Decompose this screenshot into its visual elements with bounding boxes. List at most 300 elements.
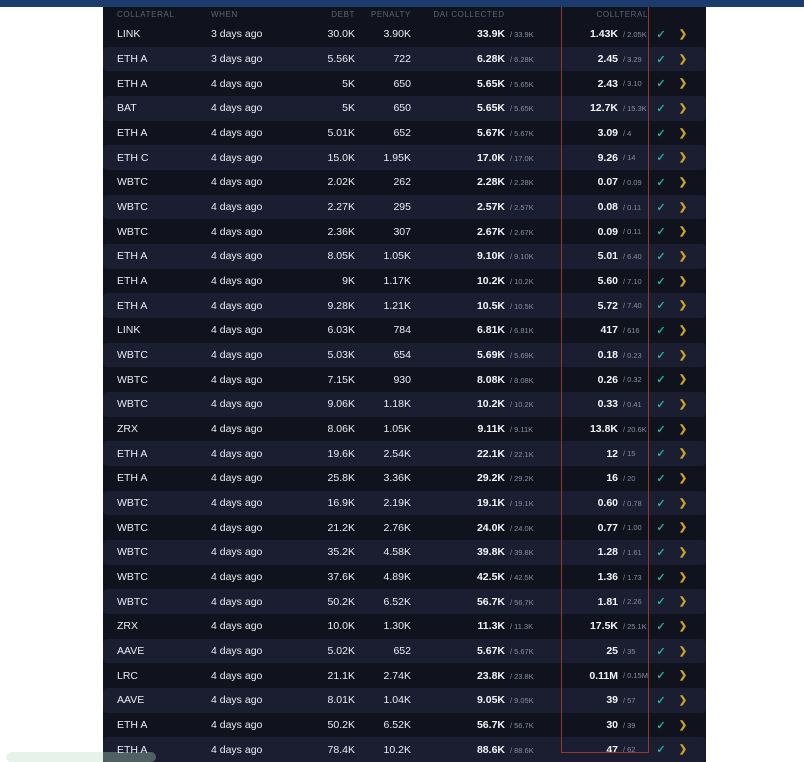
collateral-sold-cell xyxy=(553,595,706,608)
dai-collected-value: 56.7K xyxy=(476,595,505,608)
separator: / xyxy=(623,103,626,113)
debt-cell: 50.2K xyxy=(327,595,355,608)
collateral-sold-cell xyxy=(553,521,706,534)
header-collteral: COLLTERAL xyxy=(596,10,648,19)
dai-collected-total: / 88.6K xyxy=(510,745,534,755)
separator: / xyxy=(510,597,513,607)
chevron-right-icon[interactable]: ❯ xyxy=(678,448,688,460)
debt-cell: 30.0K xyxy=(327,28,355,41)
debt-cell: 16.9K xyxy=(327,497,355,510)
table-row[interactable] xyxy=(103,96,706,121)
chevron-right-icon[interactable]: ❯ xyxy=(678,522,688,534)
separator: / xyxy=(510,178,513,188)
separator: / xyxy=(623,251,626,261)
table-row[interactable] xyxy=(103,491,706,516)
collateral-total: / 0.11 xyxy=(623,227,642,237)
table-row[interactable] xyxy=(103,663,706,688)
collateral-total: / 1.73 xyxy=(623,572,642,582)
separator: / xyxy=(510,203,513,213)
debt-cell: 5.01K xyxy=(327,127,355,140)
separator: / xyxy=(510,129,513,139)
dai-collected-total: / 5.67K xyxy=(510,129,534,139)
debt-cell: 15.0K xyxy=(327,151,355,164)
collateral-sold-value: 0.09 xyxy=(597,225,618,238)
collateral-total: / 25.1K xyxy=(623,621,647,631)
collateral-total: / 2.05K xyxy=(623,29,647,39)
when-cell: 4 days ago xyxy=(211,521,263,534)
dai-collected-value: 10.2K xyxy=(476,275,505,288)
penalty-cell: 262 xyxy=(393,176,411,189)
dai-collected-cell xyxy=(411,28,553,40)
collateral-sold-value: 2.43 xyxy=(597,77,618,90)
table-row[interactable] xyxy=(103,515,706,540)
top-border-band xyxy=(0,0,804,7)
separator: / xyxy=(623,597,626,607)
chevron-right-icon[interactable]: ❯ xyxy=(678,127,688,139)
chevron-right-icon[interactable]: ❯ xyxy=(678,423,688,435)
chevron-right-icon[interactable]: ❯ xyxy=(678,78,688,90)
chevron-right-icon[interactable]: ❯ xyxy=(678,176,688,188)
table-row[interactable] xyxy=(103,318,706,343)
when-cell: 4 days ago xyxy=(211,77,263,90)
collateral-total: / 0.23 xyxy=(623,350,642,360)
collateral-type-cell: ETH A xyxy=(117,250,148,263)
dai-collected-value: 10.2K xyxy=(476,398,505,411)
collateral-sold-cell xyxy=(553,497,706,510)
penalty-cell: 2.74K xyxy=(383,669,411,682)
check-icon: ✓ xyxy=(656,78,666,91)
dai-collected-value: 23.8K xyxy=(476,669,505,682)
chevron-right-icon[interactable]: ❯ xyxy=(678,201,688,213)
when-cell: 4 days ago xyxy=(211,546,263,559)
header-dai-collected: DAI COLLECTED xyxy=(433,10,505,19)
dai-collected-value: 5.69K xyxy=(476,349,505,362)
collateral-type-cell: ETH A xyxy=(117,447,148,460)
collateral-sold-value: 1.43K xyxy=(589,28,618,41)
check-icon: ✓ xyxy=(656,645,666,658)
when-cell: 4 days ago xyxy=(211,349,263,362)
debt-cell: 2.36K xyxy=(327,225,355,238)
check-icon: ✓ xyxy=(656,275,666,288)
check-icon: ✓ xyxy=(656,423,666,436)
debt-cell: 9.28K xyxy=(327,299,355,312)
separator: / xyxy=(623,202,626,212)
dai-collected-total: / 42.5K xyxy=(510,573,534,583)
chevron-right-icon[interactable]: ❯ xyxy=(678,596,688,608)
when-cell: 4 days ago xyxy=(211,620,263,633)
separator: / xyxy=(510,252,513,262)
header-debt: DEBT xyxy=(331,10,355,19)
table-row[interactable] xyxy=(103,47,706,72)
collateral-sold-value: 25 xyxy=(606,645,618,658)
dai-collected-value: 24.0K xyxy=(476,521,505,534)
separator: / xyxy=(510,375,513,385)
table-row[interactable] xyxy=(103,145,706,170)
dai-collected-value: 5.67K xyxy=(476,645,505,658)
check-icon: ✓ xyxy=(656,694,666,707)
penalty-cell: 2.19K xyxy=(383,497,411,510)
chevron-right-icon[interactable]: ❯ xyxy=(678,226,688,238)
header-penalty: PENALTY xyxy=(370,10,411,19)
collateral-type-cell: LINK xyxy=(117,324,141,337)
collateral-sold-value: 9.26 xyxy=(597,151,618,164)
chevron-right-icon[interactable]: ❯ xyxy=(678,670,688,682)
separator: / xyxy=(510,30,513,40)
collateral-type-cell: LINK xyxy=(117,28,141,41)
check-icon: ✓ xyxy=(656,250,666,263)
debt-cell: 50.2K xyxy=(327,719,355,732)
when-cell: 4 days ago xyxy=(211,151,263,164)
dai-collected-value: 5.65K xyxy=(476,102,505,115)
collateral-sold-cell xyxy=(553,719,706,732)
collateral-total: / 39 xyxy=(623,720,636,730)
debt-cell: 78.4K xyxy=(327,743,355,756)
check-icon: ✓ xyxy=(656,522,666,535)
dai-collected-cell xyxy=(411,300,553,312)
dai-collected-cell xyxy=(411,596,553,608)
dai-collected-value: 29.2K xyxy=(476,472,505,485)
chevron-right-icon[interactable]: ❯ xyxy=(678,275,688,287)
check-icon: ✓ xyxy=(656,744,666,757)
dai-collected-total: / 2.57K xyxy=(510,203,534,213)
dai-collected-cell xyxy=(411,719,553,731)
separator: / xyxy=(510,326,513,336)
collateral-total: / 62 xyxy=(623,745,636,755)
separator: / xyxy=(510,55,513,64)
separator: / xyxy=(623,79,626,89)
collateral-sold-value: 12 xyxy=(606,447,618,460)
chevron-right-icon[interactable]: ❯ xyxy=(678,744,688,756)
check-icon: ✓ xyxy=(656,374,666,387)
penalty-cell: 1.05K xyxy=(383,423,411,436)
collateral-sold-cell xyxy=(553,127,706,140)
collateral-sold-value: 0.08 xyxy=(597,201,618,214)
separator: / xyxy=(623,128,626,138)
penalty-cell: 3.90K xyxy=(383,28,411,41)
table-row[interactable] xyxy=(103,269,706,294)
table-row[interactable] xyxy=(103,22,706,47)
dai-collected-total: / 5.69K xyxy=(510,351,534,361)
collateral-total: / 4 xyxy=(623,128,632,138)
dai-collected-value: 17.0K xyxy=(476,151,505,164)
separator: / xyxy=(510,227,513,237)
chevron-right-icon[interactable]: ❯ xyxy=(678,398,688,410)
dai-collected-cell xyxy=(411,620,553,632)
collateral-type-cell: WBTC xyxy=(117,225,148,238)
chevron-right-icon[interactable]: ❯ xyxy=(678,349,688,361)
separator: / xyxy=(623,276,626,286)
collateral-total: / 0.78 xyxy=(623,498,642,508)
dai-collected-cell xyxy=(411,423,553,435)
table-row[interactable] xyxy=(103,614,706,639)
penalty-cell: 650 xyxy=(393,102,411,115)
collateral-total: / 0.15M xyxy=(623,671,648,681)
collateral-sold-value: 0.60 xyxy=(597,497,618,510)
collateral-sold-value: 16 xyxy=(606,472,618,485)
dai-collected-total: / 5.67K xyxy=(510,647,534,657)
debt-cell: 25.8K xyxy=(327,472,355,485)
dai-collected-value: 9.11K xyxy=(477,423,505,436)
collateral-sold-value: 13.8K xyxy=(589,423,618,436)
penalty-cell: 784 xyxy=(393,324,411,337)
debt-cell: 8.05K xyxy=(327,250,355,263)
separator: / xyxy=(510,523,513,533)
when-cell: 4 days ago xyxy=(211,669,263,682)
dai-collected-value: 2.57K xyxy=(476,201,505,214)
collateral-sold-value: 47 xyxy=(606,743,618,756)
chevron-right-icon[interactable]: ❯ xyxy=(678,472,688,484)
when-cell: 4 days ago xyxy=(211,743,263,756)
separator: / xyxy=(510,153,513,163)
penalty-cell: 6.52K xyxy=(383,719,411,732)
table-row[interactable] xyxy=(103,589,706,614)
dai-collected-total: / 29.2K xyxy=(510,474,534,484)
collateral-sold-cell xyxy=(553,694,706,707)
table-row[interactable] xyxy=(103,244,706,269)
table-row[interactable] xyxy=(103,219,706,244)
penalty-cell: 650 xyxy=(393,77,411,90)
collateral-sold-value: 5.60 xyxy=(597,275,618,288)
dai-collected-total: / 17.0K xyxy=(510,153,534,163)
collateral-total: / 616 xyxy=(623,325,640,335)
dai-collected-total: / 9.05K xyxy=(510,696,534,706)
table-row[interactable] xyxy=(103,540,706,565)
penalty-cell: 4.89K xyxy=(383,571,411,584)
collateral-type-cell: ETH A xyxy=(117,472,148,485)
penalty-cell: 652 xyxy=(393,127,411,140)
collateral-sold-value: 0.18 xyxy=(597,349,618,362)
collateral-type-cell: WBTC xyxy=(117,176,148,189)
chevron-right-icon[interactable]: ❯ xyxy=(678,620,688,632)
collateral-total: / 3.29 xyxy=(623,54,642,64)
collateral-type-cell: AAVE xyxy=(117,694,145,707)
dai-collected-cell xyxy=(411,201,553,213)
when-cell: 3 days ago xyxy=(211,53,263,65)
collateral-sold-value: 0.33 xyxy=(597,398,618,411)
separator: / xyxy=(623,177,626,187)
table-row[interactable] xyxy=(103,121,706,146)
dai-collected-cell xyxy=(411,670,553,682)
debt-cell: 6.03K xyxy=(327,324,355,337)
when-cell: 4 days ago xyxy=(211,497,263,510)
dai-collected-value: 10.5K xyxy=(476,299,505,312)
debt-cell: 5K xyxy=(342,77,355,90)
collateral-sold-cell xyxy=(553,201,706,214)
collateral-sold-cell xyxy=(553,151,706,164)
collateral-type-cell: ETH A xyxy=(117,53,148,65)
dai-collected-value: 9.10K xyxy=(476,250,505,263)
chevron-right-icon[interactable]: ❯ xyxy=(678,53,688,65)
check-icon: ✓ xyxy=(656,102,666,115)
collateral-type-cell: ETH A xyxy=(117,299,148,312)
check-icon: ✓ xyxy=(656,670,666,683)
debt-cell: 37.6K xyxy=(327,571,355,584)
collateral-sold-cell xyxy=(553,275,706,288)
table-row[interactable] xyxy=(103,737,706,762)
table-row[interactable] xyxy=(103,392,706,417)
table-row[interactable] xyxy=(103,195,706,220)
table-row[interactable] xyxy=(103,441,706,466)
debt-cell: 19.6K xyxy=(327,447,355,460)
debt-cell: 5.02K xyxy=(327,645,355,658)
dai-collected-total: / 19.1K xyxy=(510,499,534,509)
penalty-cell: 1.30K xyxy=(383,620,411,633)
header-collateral: COLLATERAL xyxy=(117,10,175,19)
collateral-total: / 0.32 xyxy=(623,375,642,385)
chevron-right-icon[interactable]: ❯ xyxy=(678,497,688,509)
separator: / xyxy=(623,325,626,335)
debt-cell: 2.27K xyxy=(327,201,355,214)
dai-collected-cell xyxy=(411,53,553,65)
check-icon: ✓ xyxy=(656,620,666,633)
dai-collected-cell xyxy=(411,250,553,262)
check-icon: ✓ xyxy=(656,127,666,140)
collateral-type-cell: ZRX xyxy=(117,423,138,436)
check-icon: ✓ xyxy=(656,497,666,510)
rows-container xyxy=(103,22,706,762)
table-row[interactable] xyxy=(103,367,706,392)
collateral-total: / 15 xyxy=(623,449,636,459)
check-icon: ✓ xyxy=(656,448,666,461)
collateral-sold-cell xyxy=(553,349,706,362)
debt-cell: 21.1K xyxy=(327,669,355,682)
chevron-right-icon[interactable]: ❯ xyxy=(678,719,688,731)
chevron-right-icon[interactable]: ❯ xyxy=(678,250,688,262)
collateral-total: / 15.3K xyxy=(623,103,647,113)
separator: / xyxy=(623,153,626,163)
dai-collected-cell xyxy=(411,102,553,114)
table-row[interactable] xyxy=(103,293,706,318)
check-icon: ✓ xyxy=(656,719,666,732)
dai-collected-cell xyxy=(411,546,553,558)
dai-collected-total: / 39.8K xyxy=(510,548,534,558)
chevron-right-icon[interactable]: ❯ xyxy=(678,102,688,114)
collateral-total: / 3.10 xyxy=(623,79,642,89)
dai-collected-cell xyxy=(411,324,553,336)
dai-collected-cell xyxy=(411,349,553,361)
collateral-type-cell: AAVE xyxy=(117,645,145,658)
table-row[interactable] xyxy=(103,170,706,195)
chevron-right-icon[interactable]: ❯ xyxy=(678,28,688,40)
dai-collected-cell xyxy=(411,127,553,139)
collateral-sold-value: 417 xyxy=(600,324,618,337)
chevron-right-icon[interactable]: ❯ xyxy=(678,152,688,164)
separator: / xyxy=(623,671,626,681)
dai-collected-cell xyxy=(411,374,553,386)
collateral-total: / 20 xyxy=(623,473,636,483)
separator: / xyxy=(623,227,626,237)
dai-collected-total: / 10.5K xyxy=(510,301,534,311)
check-icon: ✓ xyxy=(656,53,666,66)
penalty-cell: 1.05K xyxy=(383,250,411,263)
when-cell: 4 days ago xyxy=(211,324,263,337)
table-row[interactable] xyxy=(103,343,706,368)
header-when: WHEN xyxy=(211,10,238,19)
separator: / xyxy=(623,399,626,409)
separator: / xyxy=(623,301,626,311)
collateral-sold-value: 0.77 xyxy=(597,521,618,534)
debt-cell: 8.01K xyxy=(327,694,355,707)
chevron-right-icon[interactable]: ❯ xyxy=(678,645,688,657)
when-cell: 4 days ago xyxy=(211,694,263,707)
check-icon: ✓ xyxy=(656,300,666,313)
penalty-cell: 2.76K xyxy=(383,521,411,534)
table-row[interactable] xyxy=(103,639,706,664)
dai-collected-cell xyxy=(411,448,553,460)
table-row[interactable] xyxy=(103,71,706,96)
table-row[interactable] xyxy=(103,713,706,738)
dai-collected-cell xyxy=(411,226,553,238)
chevron-right-icon[interactable]: ❯ xyxy=(678,571,688,583)
separator: / xyxy=(623,745,626,755)
collateral-type-cell: WBTC xyxy=(117,571,148,584)
dai-collected-total: / 22.1K xyxy=(510,449,534,459)
collateral-type-cell: WBTC xyxy=(117,546,148,559)
dai-collected-value: 5.65K xyxy=(476,77,505,90)
penalty-cell: 722 xyxy=(393,53,411,65)
collateral-sold-cell xyxy=(553,743,706,756)
when-cell: 4 days ago xyxy=(211,373,263,386)
table-row[interactable] xyxy=(103,466,706,491)
chevron-right-icon[interactable]: ❯ xyxy=(678,324,688,336)
when-cell: 4 days ago xyxy=(211,571,263,584)
collateral-type-cell: LRC xyxy=(117,669,139,682)
collateral-total: / 14 xyxy=(623,153,636,163)
collateral-total: / 0.41 xyxy=(623,399,642,409)
collateral-sold-cell xyxy=(553,102,706,115)
dai-collected-cell xyxy=(411,275,553,287)
separator: / xyxy=(623,54,626,64)
check-icon: ✓ xyxy=(656,176,666,189)
collateral-type-cell: WBTC xyxy=(117,373,148,386)
collateral-sold-value: 12.7K xyxy=(589,102,618,115)
separator: / xyxy=(510,104,513,114)
check-icon: ✓ xyxy=(656,596,666,609)
table-row[interactable] xyxy=(103,688,706,713)
collateral-total: / 0.09 xyxy=(623,177,642,187)
collateral-sold-cell xyxy=(553,620,706,633)
collateral-sold-cell xyxy=(553,28,706,41)
dai-collected-value: 2.28K xyxy=(476,176,505,189)
penalty-cell: 6.52K xyxy=(383,595,411,608)
table-row[interactable] xyxy=(103,417,706,442)
penalty-cell: 652 xyxy=(393,645,411,658)
dai-collected-total: / 33.9K xyxy=(510,30,534,40)
separator: / xyxy=(623,350,626,360)
separator: / xyxy=(510,647,513,657)
chevron-right-icon[interactable]: ❯ xyxy=(678,300,688,312)
dai-collected-cell xyxy=(411,78,553,90)
check-icon: ✓ xyxy=(656,349,666,362)
chevron-right-icon[interactable]: ❯ xyxy=(678,694,688,706)
check-icon: ✓ xyxy=(656,152,666,165)
separator: / xyxy=(623,29,626,39)
collateral-sold-cell xyxy=(553,299,706,312)
green-smudge xyxy=(6,752,156,762)
separator: / xyxy=(623,695,626,705)
chevron-right-icon[interactable]: ❯ xyxy=(678,546,688,558)
collateral-type-cell: WBTC xyxy=(117,497,148,510)
dai-collected-value: 22.1K xyxy=(476,447,505,460)
when-cell: 4 days ago xyxy=(211,719,263,732)
when-cell: 4 days ago xyxy=(211,102,263,115)
dai-collected-total: / 10.2K xyxy=(510,400,534,410)
table-row[interactable] xyxy=(103,565,706,590)
collateral-sold-cell xyxy=(553,447,706,460)
dai-collected-total: / 8.08K xyxy=(510,375,534,385)
separator: / xyxy=(510,449,513,459)
chevron-right-icon[interactable]: ❯ xyxy=(678,374,688,386)
